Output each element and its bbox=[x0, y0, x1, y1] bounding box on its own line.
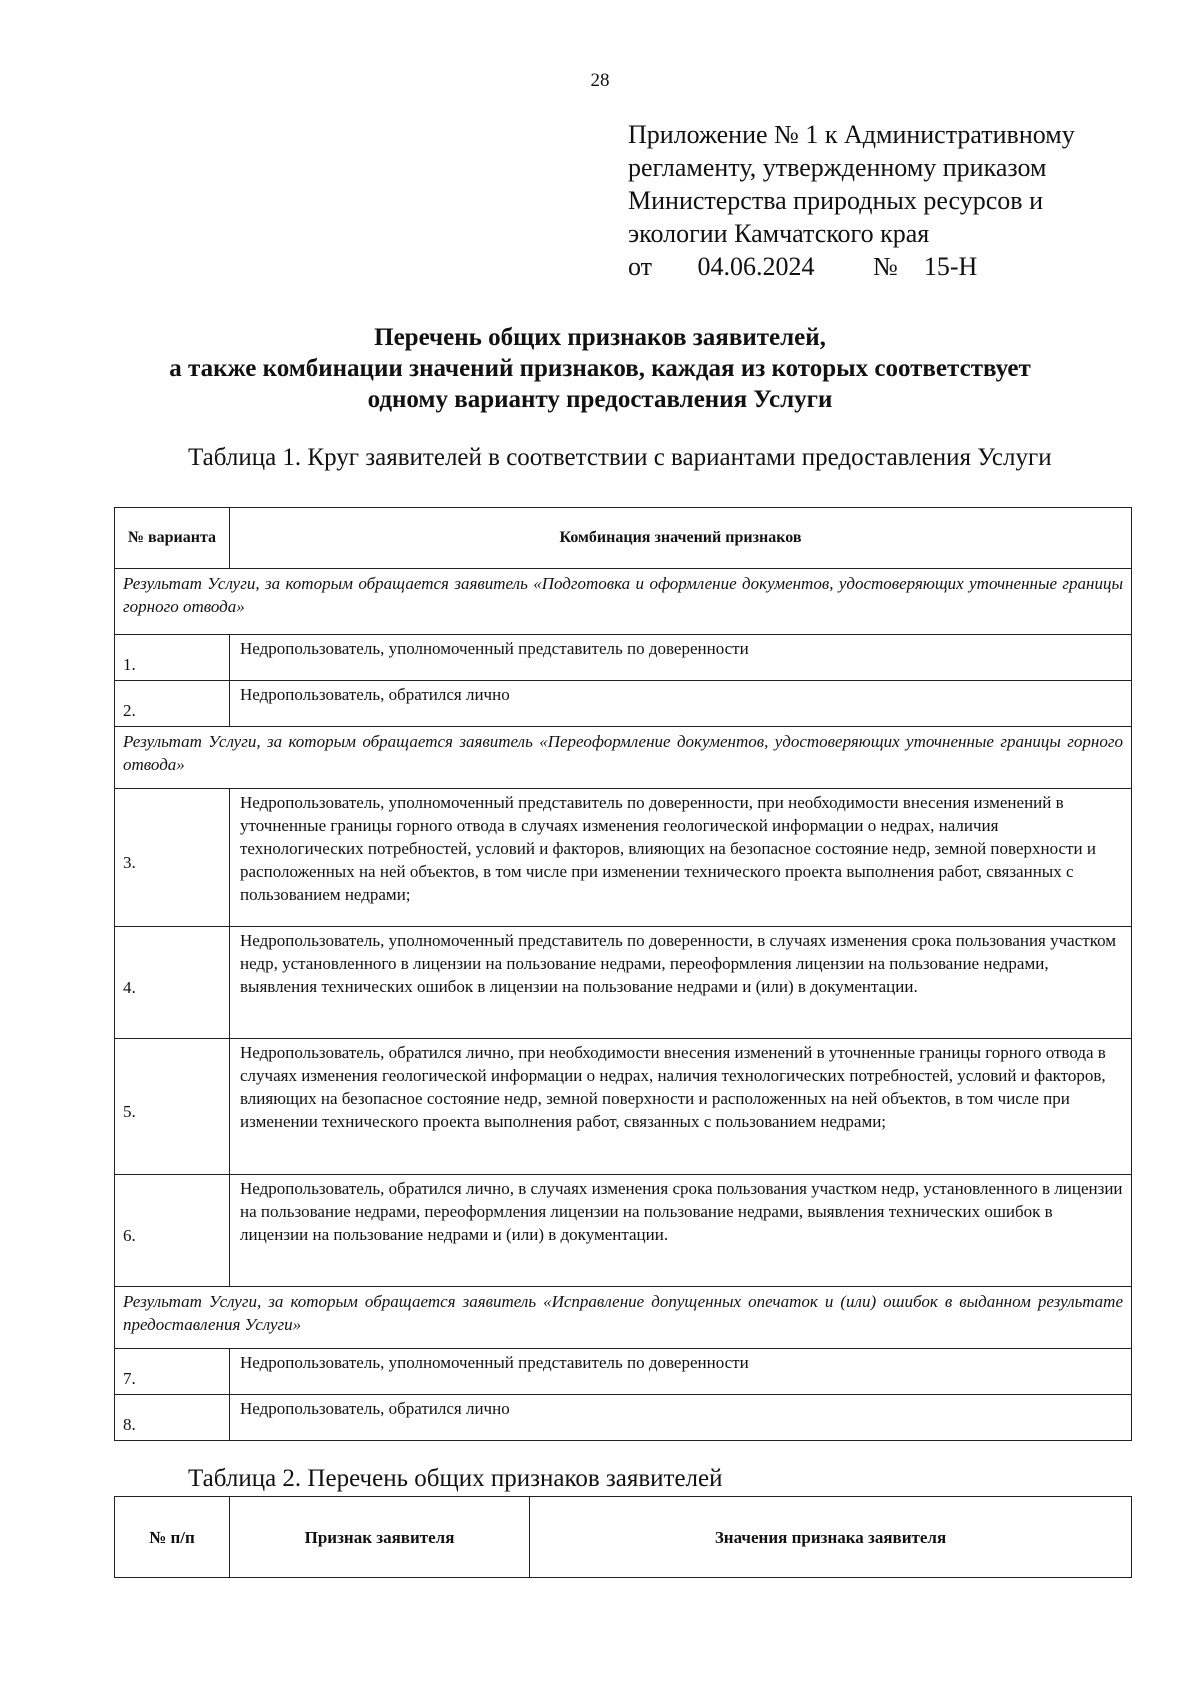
table-row bbox=[115, 681, 1132, 727]
page-number: 28 bbox=[590, 70, 610, 91]
document-title bbox=[100, 322, 1100, 415]
result-group-text: Результат Услуги, за которым обращается заявитель «Подготовка и оформление документов, удостоверяющих уточненные границы горного отвода» bbox=[115, 569, 1132, 635]
table2-caption: Таблица 2. Перечень общих признаков заявителей bbox=[188, 1465, 723, 1492]
table-header-row bbox=[115, 508, 1132, 569]
variant-number: 8. bbox=[115, 1395, 230, 1441]
table-header-row bbox=[115, 1497, 1132, 1578]
appendix-block bbox=[628, 118, 1148, 283]
variant-number: 4. bbox=[115, 927, 230, 1039]
table-row bbox=[115, 1039, 1132, 1175]
result-group-text: Результат Услуги, за которым обращается заявитель «Переоформление документов, удостоверяющих уточненные границы горного отвода» bbox=[115, 727, 1132, 789]
attribute-header: Признак заявителя bbox=[230, 1497, 530, 1578]
variant-number: 7. bbox=[115, 1349, 230, 1395]
table-row bbox=[115, 635, 1132, 681]
table-row bbox=[115, 789, 1132, 927]
order-date: 04.06.2024 bbox=[697, 252, 815, 281]
number-sign: № bbox=[873, 252, 898, 281]
title-line: а также комбинации значений признаков, каждая из которых соответствует bbox=[169, 355, 1031, 382]
result-group-row bbox=[115, 569, 1132, 635]
appendix-line: регламенту, утвержденному приказом bbox=[628, 153, 1047, 182]
applicants-variants-table bbox=[114, 507, 1132, 1441]
row-number-header: № п/п bbox=[115, 1497, 230, 1578]
title-line: одному варианту предоставления Услуги bbox=[367, 386, 833, 413]
variant-number: 5. bbox=[115, 1039, 230, 1175]
table-row bbox=[115, 1349, 1132, 1395]
table1-caption: Таблица 1. Круг заявителей в соответствии с вариантами предоставления Услуги bbox=[188, 444, 1052, 471]
variant-description: Недропользователь, обратился лично, в случаях изменения срока пользования участком недр, установленного в лицензии на пользование недрами, переоформления лицензии на пользование недрами, выявления технических ошибок в лицензии на пользование недрами и (или) в документации. bbox=[230, 1175, 1132, 1287]
variant-number-header: № варианта bbox=[115, 508, 230, 569]
variant-description: Недропользователь, обратился лично bbox=[230, 1395, 1132, 1441]
attribute-values-header: Значения признака заявителя bbox=[530, 1497, 1132, 1578]
title-line: Перечень общих признаков заявителей, bbox=[374, 324, 826, 351]
table-row bbox=[115, 1175, 1132, 1287]
appendix-line: Приложение № 1 к Административному bbox=[628, 120, 1075, 149]
applicant-attributes-table bbox=[114, 1496, 1132, 1578]
result-group-text: Результат Услуги, за которым обращается заявитель «Исправление допущенных опечаток и (или) ошибок в выданном результате предоставления Услуги» bbox=[115, 1287, 1132, 1349]
table-row bbox=[115, 1395, 1132, 1441]
variant-description: Недропользователь, обратился лично bbox=[230, 681, 1132, 727]
order-date-line bbox=[628, 250, 1148, 283]
variant-number: 3. bbox=[115, 789, 230, 927]
table-row bbox=[115, 927, 1132, 1039]
variant-number: 2. bbox=[115, 681, 230, 727]
variant-description: Недропользователь, уполномоченный представитель по доверенности bbox=[230, 1349, 1132, 1395]
variant-description: Недропользователь, уполномоченный представитель по доверенности, в случаях изменения срока пользования участком недр, установленного в лицензии на пользование недрами, переоформления лицензии на пользование недрами, выявления технических ошибок в лицензии на пользование недрами и (или) в документации. bbox=[230, 927, 1132, 1039]
variant-number: 1. bbox=[115, 635, 230, 681]
order-number: 15-Н bbox=[923, 252, 978, 281]
combination-header: Комбинация значений признаков bbox=[230, 508, 1132, 569]
appendix-line: экологии Камчатского края bbox=[628, 219, 930, 248]
result-group-row bbox=[115, 727, 1132, 789]
variant-number: 6. bbox=[115, 1175, 230, 1287]
variant-description: Недропользователь, уполномоченный представитель по доверенности bbox=[230, 635, 1132, 681]
appendix-line: Министерства природных ресурсов и bbox=[628, 186, 1043, 215]
date-prefix: от bbox=[628, 252, 653, 281]
variant-description: Недропользователь, уполномоченный представитель по доверенности, при необходимости внесения изменений в уточненные границы горного отвода в случаях изменения геологической информации о недрах, наличия технологических потребностей, условий и факторов, влияющих на безопасное состояние недр, земной поверхности и расположенных на ней объектов, в том числе при изменении технического проекта выполнения работ, связанных с пользованием недрами; bbox=[230, 789, 1132, 927]
result-group-row bbox=[115, 1287, 1132, 1349]
variant-description: Недропользователь, обратился лично, при необходимости внесения изменений в уточненные границы горного отвода в случаях изменения геологической информации о недрах, наличия технологических потребностей, условий и факторов, влияющих на безопасное состояние недр, земной поверхности и расположенных на ней объектов, в том числе при изменении технического проекта выполнения работ, связанных с пользованием недрами; bbox=[230, 1039, 1132, 1175]
